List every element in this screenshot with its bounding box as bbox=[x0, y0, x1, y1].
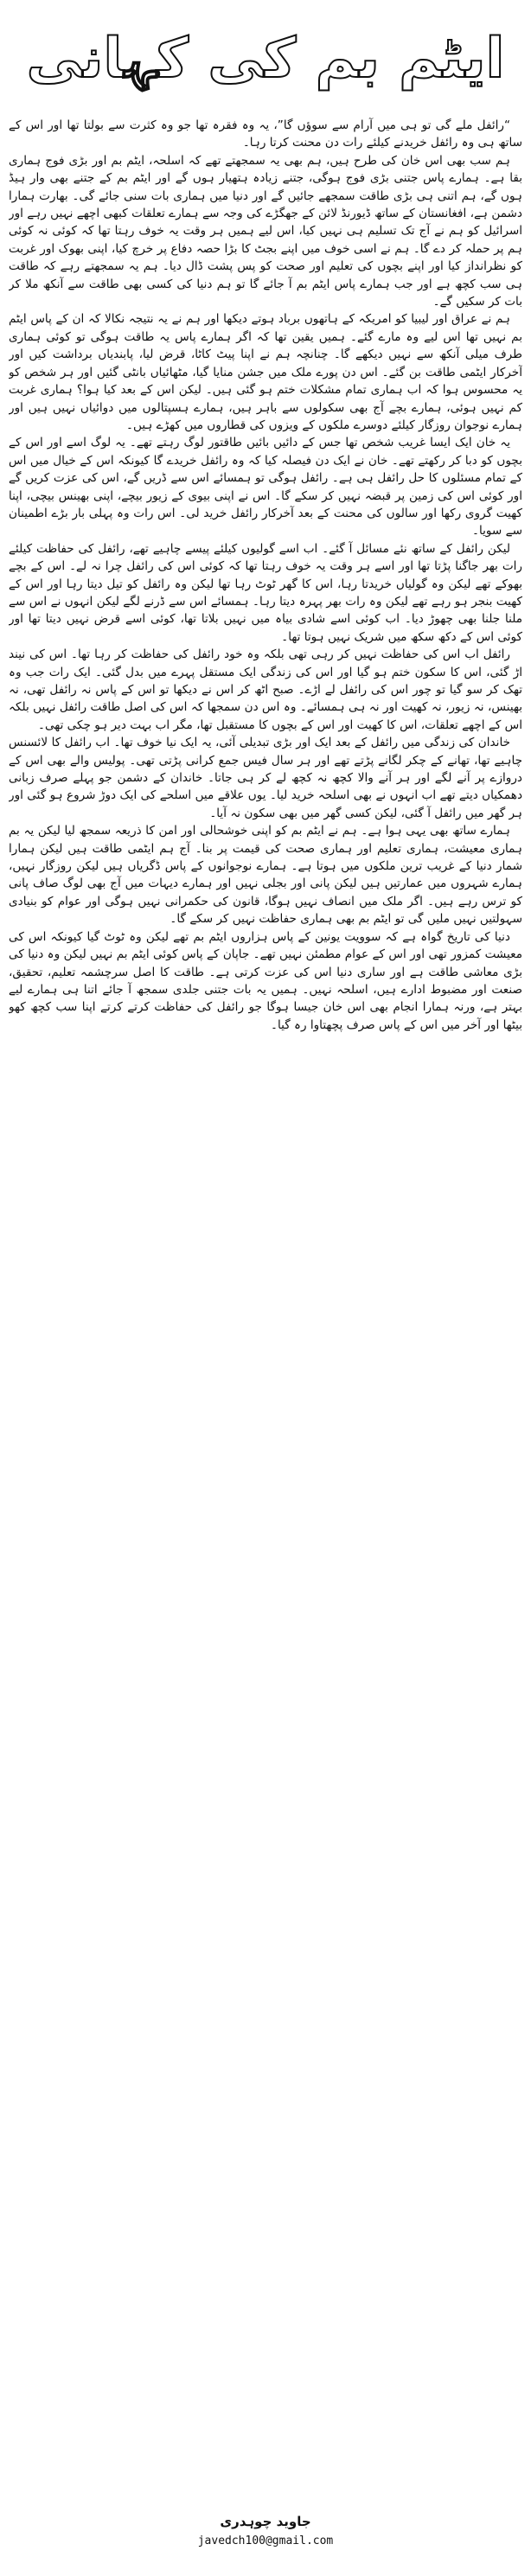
article-title: ایٹم بم کی کہانی bbox=[26, 26, 505, 91]
headline-container bbox=[9, 0, 522, 117]
author-email[interactable]: javedch100@gmail.com bbox=[197, 2535, 334, 2547]
article-paragraph: ہم نے عراق اور لیبیا کو امریکہ کے ہاتھوں برباد ہوتے دیکھا اور ہم نے یہ نتیجہ نکالا کہ ان کے پاس ایٹم بم نہیں تھا اس لیے وہ مارے گئے۔ ہمیں یقین تھا کہ اگر ہمارے پاس یہ طاقت ہوگی تو کوئی ہماری طرف میلی آنکھ سے نہیں دیکھے گا۔ چنانچہ ہم نے اپنا پیٹ کاٹا، قرض لیا، پابندیاں برداشت کیں اور آخرکار ایٹمی طاقت بن گئے۔ اس دن پورے ملک میں جشن منایا گیا، مٹھائیاں بانٹی گئیں اور ہر شخص کو یہ محسوس ہوا کہ اب ہماری تمام مشکلات ختم ہو گئی ہیں۔ لیکن اس کے بعد کیا ہوا؟ ہماری غربت کم نہیں ہوئی، ہمارے بچے آج بھی سکولوں سے باہر ہیں، ہمارے ہسپتالوں میں دوائیاں نہیں ہیں اور ہمارے نوجوان روزگار کیلئے دوسرے ملکوں کے ویزوں کی قطاروں میں کھڑے ہیں۔ bbox=[9, 312, 522, 432]
article-paragraph: لیکن رائفل کے ساتھ نئے مسائل آ گئے۔ اب اسے گولیوں کیلئے پیسے چاہیے تھے، رائفل کی حفاظت کیلئے رات بھر جاگنا پڑتا تھا اور اسے ہر وقت یہ خوف رہتا تھا کہ کوئی اس کی رائفل چرا نہ لے۔ اس کے بچے بھوکے تھے لیکن وہ گولیاں خریدتا رہا، اس کا گھر ٹوٹ رہا تھا لیکن وہ رائفل کو تیل دیتا رہا اور اس کے کھیت بنجر ہو رہے تھے لیکن وہ رات بھر پہرہ دیتا رہا۔ ہمسائے اس سے ڈرنے لگے لیکن انہوں نے اس سے ملنا جلنا بھی چھوڑ دیا۔ اب کوئی اسے شادی بیاہ میں نہیں بلاتا تھا، کوئی اسے قرض نہیں دیتا تھا اور کوئی اس کے دکھ سکھ میں شریک نہیں ہوتا تھا۔ bbox=[9, 541, 522, 644]
author-name: جاوید چوہدری bbox=[220, 2514, 311, 2529]
article-paragraph: ہم سب بھی اس خان کی طرح ہیں، ہم بھی یہ سمجھتے تھے کہ اسلحہ، ایٹم بم اور بڑی فوج ہماری بقا ہے۔ ہمارے پاس جتنی بڑی فوج ہوگی، جتنے زیادہ ہتھیار ہوں گے اور ایٹم بم کے جتنے بھی وار ہیڈ ہوں گے، ہم اتنی ہی بڑی طاقت سمجھے جائیں گے اور دنیا میں ہماری بات سنی جائے گی۔ بھارت ہمارا دشمن ہے، افغانستان کے ساتھ ڈیورنڈ لائن کے جھگڑے کی وجہ سے ہمارے تعلقات کبھی اچھے نہیں رہے اور اسرائیل کو ہم نے آج تک تسلیم ہی نہیں کیا، اس لیے ہمیں ہر وقت یہ خوف رہتا تھا کہ کوئی نہ کوئی ہم پر حملہ کر دے گا۔ ہم نے اسی خوف میں اپنے بجٹ کا بڑا حصہ دفاع پر خرچ کیا، اپنی بھوک اور غربت کو نظرانداز کیا اور اپنے بچوں کی تعلیم اور صحت کو پس پشت ڈال دیا۔ ہم یہ سمجھتے رہے کہ طاقت ہی سب کچھ ہے اور جب ہمارے پاس ایٹم بم آ جائے گا تو ہم دنیا کی کسی بھی طاقت سے آنکھ ملا کر بات کر سکیں گے۔ bbox=[9, 153, 522, 309]
byline bbox=[9, 2485, 522, 2576]
article-paragraph: یہ خان ایک ایسا غریب شخص تھا جس کے دائیں بائیں طاقتور لوگ رہتے تھے۔ یہ لوگ اسے اور اس کے بچوں کو دبا کر رکھتے تھے۔ خان نے ایک دن فیصلہ کیا کہ وہ رائفل خریدے گا کیونکہ اس کے خیال میں اس کے تمام مسئلوں کا حل رائفل ہی ہے۔ رائفل ہوگی تو ہمسائے اس سے ڈریں گے، اس کی عزت کریں گے اور کوئی اس کی زمین پر قبضہ نہیں کر سکے گا۔ اس نے اپنی بیوی کے زیور بیچے، اپنی بھینس بیچی، اپنا کھیت گروی رکھا اور سالوں کی محنت کے بعد آخرکار رائفل خرید لی۔ اس رات وہ پہلی بار بڑے اطمینان سے سویا۔ bbox=[9, 436, 522, 539]
article-paragraph: دنیا کی تاریخ گواہ ہے کہ سوویت یونین کے پاس ہزاروں ایٹم بم تھے لیکن وہ ٹوٹ گیا کیونکہ اس کی معیشت کمزور تھی اور اس کے عوام مطمئن نہیں تھے۔ جاپان کے پاس کوئی ایٹم بم نہیں لیکن وہ دنیا کی بڑی معاشی طاقت ہے اور ساری دنیا اس کی عزت کرتی ہے۔ طاقت کا اصل سرچشمہ تعلیم، تحقیق، صنعت اور مضبوط ادارے ہیں، اسلحہ نہیں۔ ہمیں یہ بات جتنی جلدی سمجھ آ جائے اتنا ہی ہمارے لیے بہتر ہے، ورنہ ہمارا انجام بھی اس خان جیسا ہوگا جو رائفل کی حفاظت کرتے کرتے اپنا سب کچھ کھو بیٹھا اور آخر میں اس کے پاس صرف پچھتاوا رہ گیا۔ bbox=[9, 929, 522, 1032]
article-paragraph: “رائفل ملے گی تو ہی میں آرام سے سوؤں گا”، یہ وہ فقرہ تھا جو وہ کثرت سے بولتا تھا اور اس کے ساتھ ہی وہ رائفل خریدنے کیلئے رات دن محنت کرتا رہا۔ bbox=[9, 118, 522, 150]
article-paragraph: خاندان کی زندگی میں رائفل کے بعد ایک اور بڑی تبدیلی آئی، یہ ایک نیا خوف تھا۔ اب رائفل کا لائسنس چاہیے تھا، تھانے کے چکر لگانے پڑتے تھے اور ہر سال فیس جمع کرانی پڑتی تھی۔ پولیس والے بھی اس کے دروازے پر آنے لگے اور ہر آنے والا کچھ نہ کچھ لے کر ہی جاتا۔ خاندان کے دشمن جو پہلے صرف زبانی دھمکیاں دیتے تھے اب انہوں نے بھی اسلحہ خرید لیا۔ یوں علاقے میں اسلحے کی ایک دوڑ شروع ہو گئی اور ہر گھر میں رائفل آ گئی، لیکن کسی گھر میں بھی سکون نہ آیا۔ bbox=[9, 736, 522, 820]
article-paragraph: ہمارے ساتھ بھی یہی ہوا ہے۔ ہم نے ایٹم بم کو اپنی خوشحالی اور امن کا ذریعہ سمجھ لیا لیکن یہ بم ہماری معیشت، ہماری تعلیم اور ہماری صحت کی قیمت پر بنا۔ آج ہم ایٹمی طاقت ہیں لیکن ہمارا شمار دنیا کے غریب ترین ملکوں میں ہوتا ہے۔ ہمارے نوجوانوں کے پاس ڈگریاں ہیں لیکن روزگار نہیں، ہمارے شہروں میں عمارتیں ہیں لیکن پانی اور بجلی نہیں اور ہمارے دیہات میں آج بھی لوگ صاف پانی کو ترس رہے ہیں۔ اگر ملک میں انصاف نہیں ہوگا، قانون کی حکمرانی نہیں ہوگی اور عوام کو بنیادی سہولتیں نہیں ملیں گی تو ایٹم بم بھی ہماری حفاظت نہیں کر سکے گا۔ bbox=[9, 824, 522, 927]
article-paragraph: رائفل اب اس کی حفاظت نہیں کر رہی تھی بلکہ وہ خود رائفل کی حفاظت کر رہا تھا۔ اس کی نیند اڑ گئی، اس کا سکون ختم ہو گیا اور اس کی زندگی ایک مستقل پہرے میں بدل گئی۔ ایک رات جب وہ تھک کر سو گیا تو چور اس کی رائفل لے اڑے۔ صبح اٹھ کر اس نے دیکھا تو اس کے پاس نہ رائفل تھی، نہ بھینس، نہ زیور، نہ کھیت اور نہ ہی ہمسائے۔ وہ اس دن سمجھا کہ اس کی اصل طاقت رائفل نہیں بلکہ اس کے اچھے تعلقات، اس کا کھیت اور اس کے بچوں کا مستقبل تھا، مگر اب بہت دیر ہو چکی تھی۔ bbox=[9, 647, 522, 732]
article-body bbox=[9, 117, 522, 2485]
